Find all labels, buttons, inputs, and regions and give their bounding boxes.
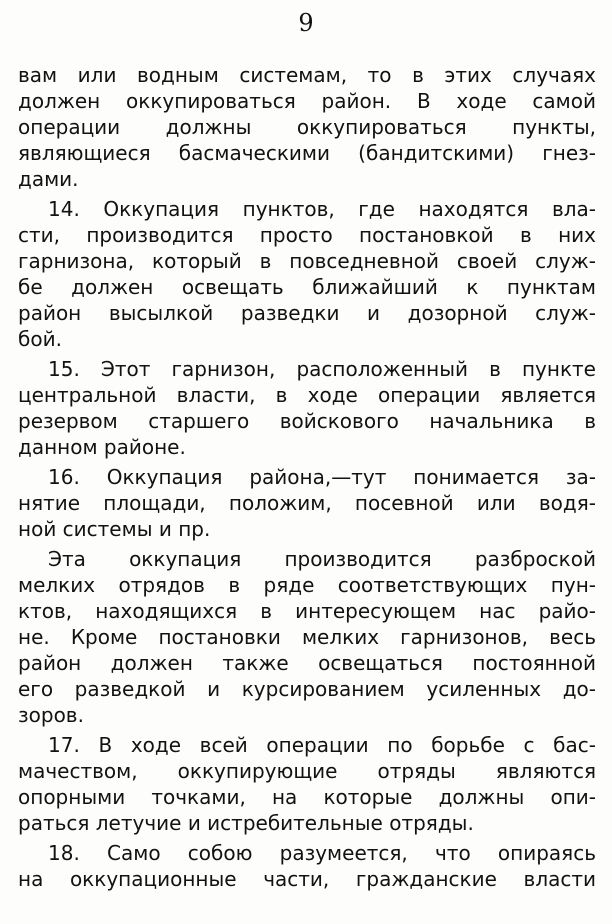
text-line: дами. [18, 167, 79, 191]
text-line: вам или водным системам, то в этих случаях [18, 63, 596, 87]
text-line: раться летучие и истребительные отряды. [18, 811, 474, 835]
body-text [18, 62, 596, 892]
text-line: не. Кроме постановки мелких гарнизонов, весь [18, 625, 596, 649]
text-line: 16. Оккупация района,—тут понимается за- [48, 465, 596, 489]
text-line: данном районе. [18, 435, 186, 459]
text-line: на оккупационные части, гражданские власти [18, 867, 596, 891]
text-line: являющиеся басмаческими (бандитскими) гнез- [18, 141, 596, 165]
text-line: мелких отрядов в ряде соответствующих пун- [18, 573, 596, 597]
text-line: 14. Оккупация пунктов, где находятся вла- [48, 197, 596, 221]
text-line: центральной власти, в ходе операции является [18, 383, 596, 407]
text-line: нятие площади, положим, посевной или водя- [18, 491, 596, 515]
text-line: резервом старшего войскового начальника в [18, 409, 596, 433]
text-line: должен оккупироваться район. В ходе самой [18, 89, 596, 113]
text-line: бой. [18, 327, 62, 351]
text-line: ной системы и пр. [18, 517, 211, 541]
text-line: район должен также освещаться постоянной [18, 651, 596, 675]
text-line: 17. В ходе всей операции по борьбе с бас- [48, 733, 596, 757]
text-line: операции должны оккупироваться пункты, [18, 115, 596, 139]
text-line: бе должен освещать ближайший к пунктам [18, 275, 596, 299]
text-line: 15. Этот гарнизон, расположенный в пункте [48, 357, 596, 381]
text-line: сти, производится просто постановкой в них [18, 223, 596, 247]
text-line: ктов, находящихся в интересующем нас райо- [18, 599, 596, 623]
text-line: зоров. [18, 703, 84, 727]
text-line: гарнизона, который в повседневной своей служ- [18, 249, 596, 273]
text-line: опорными точками, на которые должны опи- [18, 785, 596, 809]
text-line: 18. Само собою разумеется, что опираясь [48, 841, 596, 865]
text-line: Эта оккупация производится разброской [48, 547, 596, 571]
page-number: 9 [298, 9, 314, 37]
text-line: его разведкой и курсированием усиленных до- [18, 677, 596, 701]
text-line: район высылкой разведки и дозорной служ- [18, 301, 596, 325]
text-line: мачеством, оккупирующие отряды являются [18, 759, 596, 783]
